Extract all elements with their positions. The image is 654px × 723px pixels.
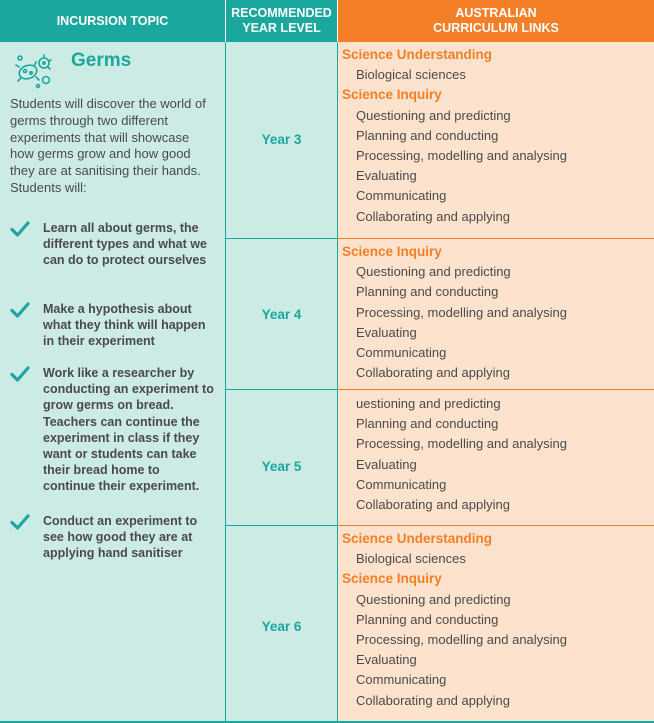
curriculum-strand-heading: Science Inquiry: [342, 571, 442, 587]
curriculum-sub-strand: Processing, modelling and analysing: [356, 631, 568, 647]
year-label: Year 3: [261, 132, 302, 147]
checkmark-icon: [10, 365, 30, 383]
curriculum-links-year-5: [342, 394, 652, 515]
header-links-line1: AUSTRALIAN: [455, 6, 537, 20]
curriculum-sub-strand: Biological sciences: [356, 67, 466, 83]
curriculum-sub-strand: Questioning and predicting: [356, 591, 511, 607]
year-label: Year 6: [261, 619, 302, 634]
header-incursion-topic: [0, 0, 225, 42]
curriculum-sub-strand: Collaborating and applying: [356, 692, 510, 708]
curriculum-sub-strand: Communicating: [356, 188, 447, 204]
row-divider: [226, 389, 337, 390]
header-links-line2: CURRICULUM LINKS: [433, 21, 559, 35]
curriculum-sub-strand: Collaborating and applying: [356, 365, 510, 381]
header-year-text: [231, 6, 332, 36]
curriculum-sub-strand: Questioning and predicting: [356, 264, 511, 280]
column-divider: [337, 42, 338, 723]
curriculum-strand-heading: Science Understanding: [342, 531, 493, 546]
curriculum-sub-strand: Processing, modelling and analysing: [356, 436, 568, 452]
curriculum-sub-strand: Biological sciences: [356, 551, 466, 567]
curriculum-strand-heading: Science Inquiry: [342, 244, 442, 259]
curriculum-strand-heading: Science Inquiry: [342, 87, 442, 103]
curriculum-sub-strand: Planning and conducting: [356, 127, 499, 143]
curriculum-sub-strand: Evaluating: [356, 168, 417, 184]
curriculum-sub-strand: Collaborating and applying: [356, 496, 510, 512]
curriculum-sub-strand: Processing, modelling and analysing: [356, 304, 568, 320]
checkmark-icon: [10, 513, 30, 531]
year-label: Year 5: [261, 459, 302, 474]
header-recommended-year-level: [226, 0, 337, 42]
curriculum-sub-strand: Planning and conducting: [356, 416, 499, 432]
curriculum-sub-strand: Planning and conducting: [356, 284, 499, 300]
year-label: Year 4: [261, 307, 302, 322]
curriculum-sub-strand: Questioning and predicting: [356, 107, 511, 123]
curriculum-sub-strand: Evaluating: [356, 324, 417, 340]
curriculum-sub-strand: Communicating: [356, 476, 447, 492]
bullet-text: Work like a researcher by conducting an experiment to grow germs on bread. Teachers can continue the experiment in class if they want or students can take their bread home to continue their experiment.: [43, 366, 214, 494]
checkmark-icon: [10, 220, 30, 238]
header-links-text: [433, 6, 559, 36]
row-divider: [338, 238, 654, 239]
row-divider: [226, 525, 337, 526]
curriculum-links-year-6: [342, 529, 652, 711]
bullet-text: Learn all about germs, the different types and what we can do to protect ourselves: [43, 221, 207, 268]
header-australian-curriculum-links: [338, 0, 654, 42]
checkmark-icon: [10, 301, 30, 319]
curriculum-sub-strand: Collaborating and applying: [356, 208, 510, 224]
germs-icon: [14, 53, 54, 89]
header-topic-label: INCURSION TOPIC: [56, 13, 169, 28]
row-divider: [226, 238, 337, 239]
header-year-line1: RECOMMENDED: [231, 6, 332, 20]
curriculum-links-year-4: [342, 242, 652, 383]
curriculum-sub-strand: Communicating: [356, 672, 447, 688]
topic-intro: Students will discover the world of germs through two different experiments that will showcase how germs grow and how good they are at sanitising their hands. Students will:: [10, 96, 206, 195]
bullet-text: Conduct an experiment to see how good they are at applying hand sanitiser: [43, 514, 198, 561]
row-divider: [338, 525, 654, 526]
curriculum-sub-strand: Communicating: [356, 344, 447, 360]
topic-title: Germs: [71, 50, 132, 71]
header-year-line2: YEAR LEVEL: [242, 21, 321, 35]
bullet-text: Make a hypothesis about what they think will happen in their experiment: [43, 302, 206, 349]
curriculum-sub-strand: Planning and conducting: [356, 611, 499, 627]
curriculum-sub-strand: Evaluating: [356, 652, 417, 668]
curriculum-links-year-3: [342, 45, 652, 227]
curriculum-sub-strand: uestioning and predicting: [356, 396, 501, 411]
curriculum-sub-strand: Processing, modelling and analysing: [356, 147, 568, 163]
curriculum-sub-strand: Evaluating: [356, 456, 417, 472]
curriculum-strand-heading: Science Understanding: [342, 47, 493, 62]
row-divider: [338, 389, 654, 390]
